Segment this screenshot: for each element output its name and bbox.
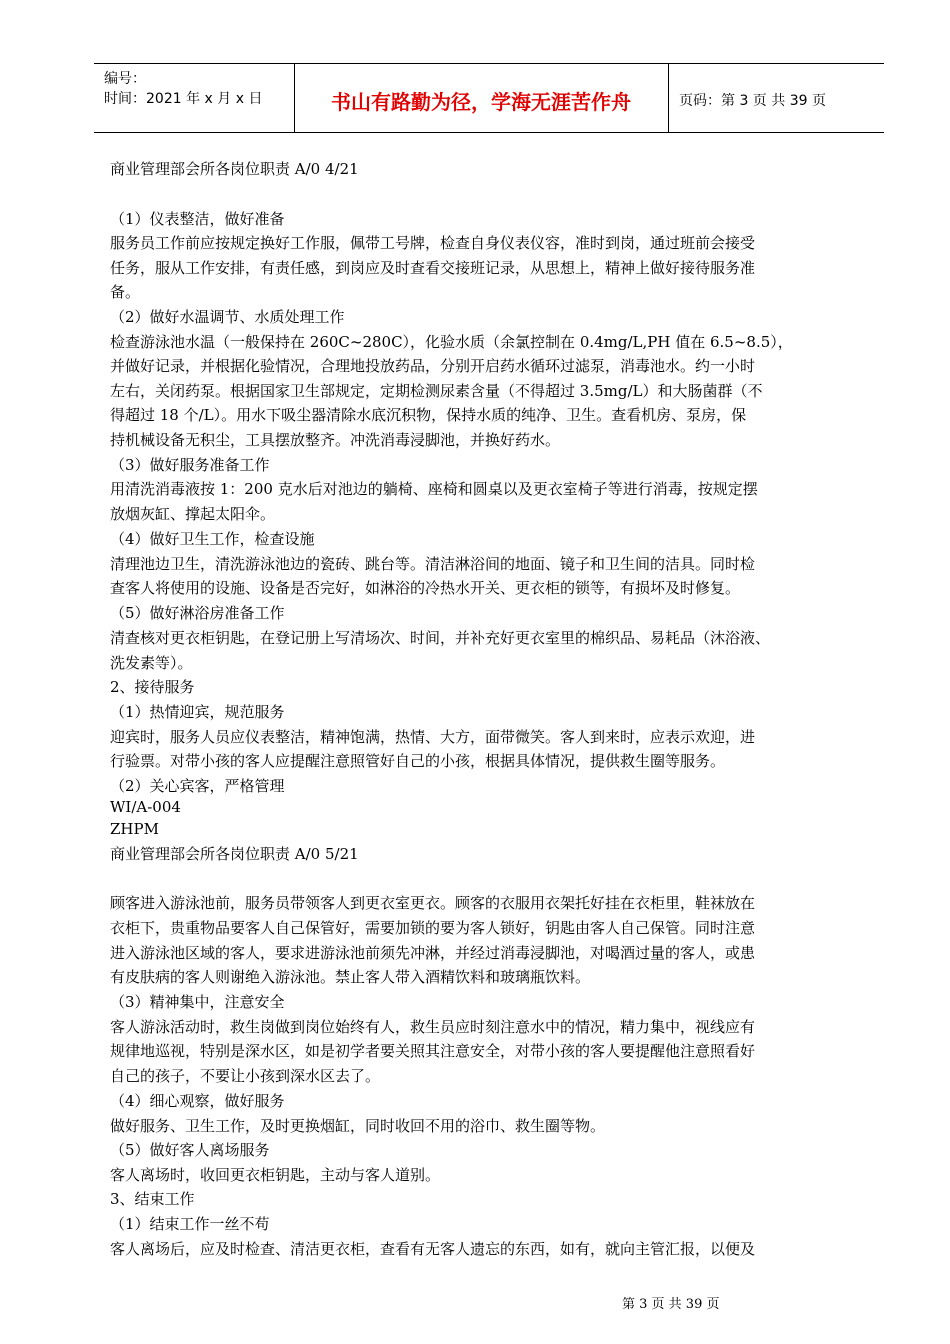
body-line: WI/A-004 (110, 798, 181, 816)
body-line: 2、接待服务 (110, 678, 195, 696)
body-line: 客人离场时，收回更衣柜钥匙，主动与客人道别。 (110, 1166, 441, 1184)
body-line: 有皮肤病的客人则谢绝入游泳池。禁止客人带入酒精饮料和玻璃瓶饮料。 (110, 968, 591, 986)
body-line: 备。 (110, 283, 141, 301)
header-left-cell (94, 64, 295, 132)
body-line: 迎宾时，服务人员应仪表整洁，精神饱满，热情、大方，面带微笑。客人到来时，应表示欢迎，进 (110, 728, 756, 746)
body-line: （2）关心宾客，严格管理 (110, 777, 285, 795)
body-line: （4）细心观察，做好服务 (110, 1092, 285, 1110)
body-line: 查客人将使用的设施、设备是否完好，如淋浴的冷热水开关、更衣柜的锁等，有损坏及时修复。 (110, 579, 741, 597)
body-line: 衣柜下，贵重物品要客人自己保管好，需要加锁的要为客人锁好，钥匙由客人自己保管。同时注意 (110, 919, 756, 937)
body-line: 规律地巡视，特别是深水区，如是初学者要关照其注意安全，对带小孩的客人要提醒他注意照看好 (110, 1042, 756, 1060)
body-line: 放烟灰缸、撑起太阳伞。 (110, 505, 276, 523)
body-line: 商业管理部会所各岗位职责 A/0 4/21 (110, 160, 359, 178)
body-line: 并做好记录，并根据化验情况，合理地投放药品，分别开启药水循环过滤泵，消毒池水。约一小时 (110, 357, 756, 375)
body-line: 左右，关闭药泵。根据国家卫生部规定，定期检测尿素含量（不得超过 3.5mg/L）和大肠菌群（不 (110, 382, 763, 400)
serial-label: 编号： (104, 71, 146, 87)
page-footer: 第 3 页 共 39 页 (622, 1297, 720, 1312)
body-line: 用清洗消毒液按 1：200 克水后对池边的躺椅、座椅和圆桌以及更衣室椅子等进行消毒，按规定摆 (110, 480, 758, 498)
body-line: 任务，服从工作安排，有责任感，到岗应及时查看交接班记录，从思想上，精神上做好接待服务准 (110, 259, 756, 277)
body-line: 洗发素等）。 (110, 654, 193, 672)
body-line: 清查核对更衣柜钥匙，在登记册上写清场次、时间，并补充好更衣室里的棉织品、易耗品（沐浴液、 (110, 629, 771, 647)
body-line: （2）做好水温调节、水质处理工作 (110, 308, 345, 326)
time-label: 时间：2021 年 x 月 x 日 (104, 91, 263, 107)
body-line: 行验票。对带小孩的客人应提醒注意照管好自己的小孩，根据具体情况，提供救生圈等服务。 (110, 752, 726, 770)
body-line: 清理池边卫生，清洗游泳池边的瓷砖、跳台等。清洁淋浴间的地面、镜子和卫生间的洁具。同时检 (110, 555, 756, 573)
body-line: （5）做好淋浴房准备工作 (110, 604, 285, 622)
body-line: 自己的孩子，不要让小孩到深水区去了。 (110, 1067, 381, 1085)
page-header (94, 63, 884, 133)
body-line: 做好服务、卫生工作，及时更换烟缸，同时收回不用的浴巾、救生圈等物。 (110, 1117, 606, 1135)
body-line: 客人游泳活动时，救生岗做到岗位始终有人，救生员应时刻注意水中的情况，精力集中，视线应有 (110, 1018, 756, 1036)
body-line: 服务员工作前应按规定换好工作服，佩带工号牌，检查自身仪表仪容，准时到岗，通过班前会接受 (110, 234, 756, 252)
body-line: （1）仪表整洁，做好准备 (110, 210, 285, 228)
body-line: （3）精神集中，注意安全 (110, 993, 285, 1011)
body-line: （1）结束工作一丝不苟 (110, 1215, 270, 1233)
body-line: 得超过 18 个/L）。用水下吸尘器清除水底沉积物，保持水质的纯净、卫生。查看机房、泵房，保 (110, 406, 747, 424)
body-line: 3、结束工作 (110, 1190, 195, 1208)
body-line: （3）做好服务准备工作 (110, 456, 270, 474)
body-line: （5）做好客人离场服务 (110, 1141, 270, 1159)
body-line: （1）热情迎宾，规范服务 (110, 703, 285, 721)
motto-text: 书山有路勤为径，学海无涯苦作舟 (331, 90, 631, 114)
body-line: ZHPM (110, 820, 159, 838)
header-motto-cell (294, 64, 669, 132)
body-line: 持机械设备无积尘，工具摆放整齐。冲洗消毒浸脚池，并换好药水。 (110, 431, 561, 449)
header-page-cell (669, 64, 884, 132)
body-line: 进入游泳池区域的客人，要求进游泳池前须先冲淋，并经过消毒浸脚池，对喝酒过量的客人，或患 (110, 944, 756, 962)
body-line: 检查游泳池水温（一般保持在 260C~280C），化验水质（余氯控制在 0.4mg/L,PH 值在 6.5~8.5）， (110, 333, 793, 351)
body-line: 顾客进入游泳池前，服务员带领客人到更衣室更衣。顾客的衣服用衣架托好挂在衣柜里，鞋袜放在 (110, 894, 756, 912)
page-info: 页码：第 3 页 共 39 页 (679, 93, 826, 109)
body-line: 客人离场后，应及时检查、清洁更衣柜，查看有无客人遗忘的东西，如有，就向主管汇报，以便及 (110, 1240, 756, 1258)
body-line: 商业管理部会所各岗位职责 A/0 5/21 (110, 845, 359, 863)
body-line: （4）做好卫生工作，检查设施 (110, 530, 315, 548)
